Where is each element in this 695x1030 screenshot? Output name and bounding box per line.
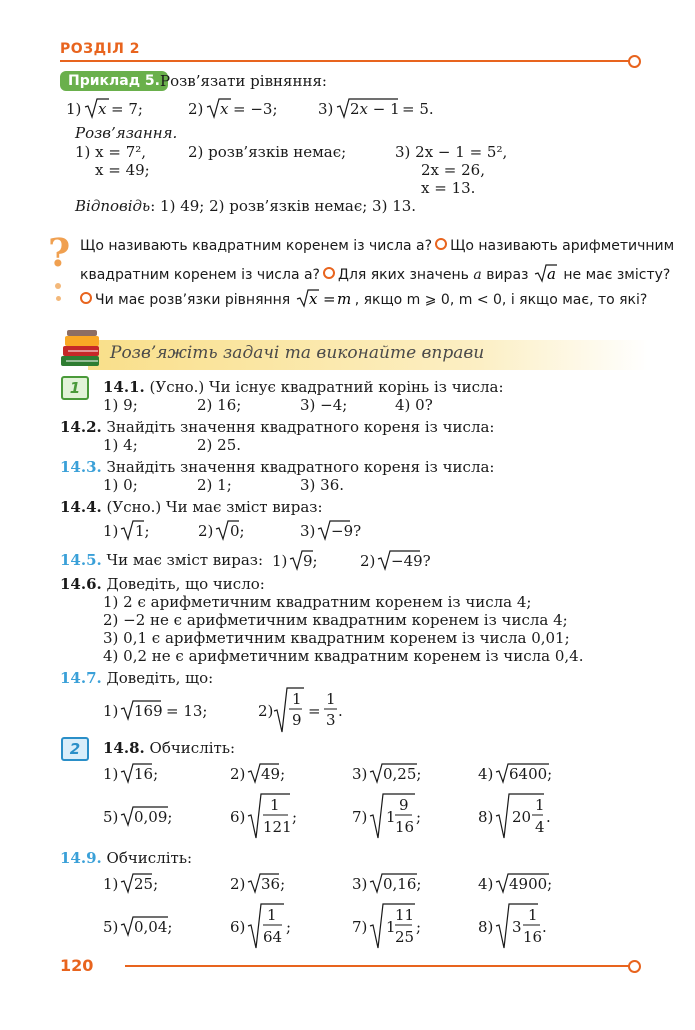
svg-text:1): 1) bbox=[66, 100, 82, 118]
svg-text:1: 1 bbox=[270, 796, 280, 814]
exercise-item: 1) 4; bbox=[103, 436, 138, 454]
svg-text:49;: 49; bbox=[261, 765, 286, 783]
svg-text:25: 25 bbox=[395, 928, 415, 946]
header-rule bbox=[60, 60, 630, 62]
question-line-1 bbox=[80, 238, 674, 254]
solution-3b: 2x = 26, bbox=[421, 161, 485, 179]
exercise-item: 1) 0; bbox=[103, 476, 138, 494]
svg-text:5): 5) bbox=[103, 808, 119, 826]
exercise-14-9-items bbox=[98, 868, 578, 960]
svg-text:8): 8) bbox=[478, 918, 494, 936]
svg-text:121: 121 bbox=[263, 818, 292, 836]
svg-text:20: 20 bbox=[512, 808, 532, 826]
exercise-text: Чи має зміст вираз: bbox=[106, 551, 264, 569]
question-3c: не має змісту? bbox=[563, 267, 671, 283]
svg-text:= 5.: = 5. bbox=[402, 100, 434, 118]
svg-text:.: . bbox=[542, 918, 547, 936]
svg-text:16: 16 bbox=[523, 928, 543, 946]
exercise-item: 1) 9; bbox=[103, 396, 138, 414]
exercise-14-1 bbox=[103, 378, 504, 396]
exercise-item: 2) 25. bbox=[197, 436, 242, 454]
example-badge: Приклад 5. bbox=[60, 71, 168, 91]
svg-text:=: = bbox=[308, 702, 321, 720]
svg-text:=: = bbox=[322, 290, 336, 308]
section-title: РОЗДІЛ 2 bbox=[60, 41, 141, 57]
decor-dot bbox=[55, 283, 61, 289]
question-2b: квадратним коренем із числа a? bbox=[80, 267, 320, 283]
solution-3a: 3) 2x − 1 = 5², bbox=[395, 143, 508, 161]
exercise-number: 14.2. bbox=[60, 418, 102, 436]
question-1: Що називають квадратним коренем із числа a? bbox=[80, 238, 433, 254]
svg-text:8): 8) bbox=[478, 808, 494, 826]
svg-text:6): 6) bbox=[230, 918, 246, 936]
svg-text:36;: 36; bbox=[261, 875, 286, 893]
svg-text:4): 4) bbox=[478, 875, 494, 893]
svg-text:3: 3 bbox=[512, 918, 522, 936]
bullet-circle-icon bbox=[435, 238, 447, 250]
exercise-item: 3) −4; bbox=[300, 396, 348, 414]
exercise-text: Доведіть, що число: bbox=[106, 575, 265, 593]
svg-text:1: 1 bbox=[386, 808, 396, 826]
exercise-text: Знайдіть значення квадратного кореня із числа: bbox=[106, 458, 495, 476]
exercise-14-5-items bbox=[270, 547, 440, 573]
svg-text:2): 2) bbox=[198, 522, 214, 540]
exercise-number: 14.9. bbox=[60, 849, 102, 867]
header-rule-end bbox=[628, 55, 641, 68]
svg-text:2): 2) bbox=[360, 552, 376, 570]
svg-text:3: 3 bbox=[326, 711, 336, 729]
svg-text:1): 1) bbox=[103, 522, 119, 540]
svg-text:4): 4) bbox=[478, 765, 494, 783]
svg-text:= −3;: = −3; bbox=[233, 100, 278, 118]
question-3a: Для яких значень bbox=[338, 267, 469, 283]
footer-rule-end bbox=[628, 960, 641, 973]
svg-text:9: 9 bbox=[292, 711, 302, 729]
exercise-item: 1) 2 є арифметичним квадратним коренем із числа 4; bbox=[103, 593, 532, 611]
svg-text:3): 3) bbox=[352, 875, 368, 893]
exercise-number: 14.8. bbox=[103, 739, 145, 757]
solution-label: Розв’язання. bbox=[75, 124, 178, 142]
exercise-item: 2) 16; bbox=[197, 396, 242, 414]
question-2a: Що називають арифметичним bbox=[450, 238, 675, 254]
exercise-14-5 bbox=[60, 551, 263, 569]
svg-text:.: . bbox=[546, 808, 551, 826]
exercise-14-9 bbox=[60, 849, 192, 867]
svg-text:0,09;: 0,09; bbox=[134, 808, 173, 826]
answer-label: Відповідь bbox=[75, 197, 151, 215]
svg-text:4900;: 4900; bbox=[509, 875, 553, 893]
svg-text:11: 11 bbox=[395, 906, 415, 924]
sqrt-a-expr bbox=[533, 263, 559, 283]
question-mark-icon bbox=[46, 232, 76, 280]
exercise-text: Доведіть, що: bbox=[106, 669, 214, 687]
exercise-14-2 bbox=[60, 418, 494, 436]
svg-text:1: 1 bbox=[528, 906, 538, 924]
svg-text:1;: 1; bbox=[135, 522, 150, 540]
svg-text:5): 5) bbox=[103, 918, 119, 936]
exercise-14-4 bbox=[60, 498, 323, 516]
exercise-text: Обчисліть: bbox=[149, 739, 236, 757]
level-2-icon: 2 bbox=[61, 737, 89, 761]
question-4b: , якщо m ⩾ 0, m < 0, і якщо має, то які? bbox=[354, 292, 648, 308]
exercise-item: 2) −2 не є арифметичним квадратним коренем із числа 4; bbox=[103, 611, 568, 629]
exercise-text: Обчисліть: bbox=[106, 849, 193, 867]
solution-3c: x = 13. bbox=[421, 179, 476, 197]
exercise-number: 14.5. bbox=[60, 551, 102, 569]
solution-1b: x = 49; bbox=[95, 161, 150, 179]
solution-2: 2) розв’язків немає; bbox=[188, 143, 347, 161]
svg-text:1: 1 bbox=[535, 796, 545, 814]
question-4a: Чи має розв’язки рівняння bbox=[95, 292, 291, 308]
exercise-14-8-items bbox=[98, 758, 578, 850]
svg-text:4: 4 bbox=[535, 818, 545, 836]
svg-text:2x − 1: 2x − 1 bbox=[350, 100, 400, 118]
svg-text:1): 1) bbox=[103, 765, 119, 783]
svg-text:;: ; bbox=[416, 808, 422, 826]
svg-text:−9?: −9? bbox=[331, 522, 362, 540]
svg-text:1): 1) bbox=[103, 875, 119, 893]
svg-text:3): 3) bbox=[318, 100, 334, 118]
svg-text:2): 2) bbox=[188, 100, 204, 118]
svg-text:0,04;: 0,04; bbox=[134, 918, 173, 936]
svg-text:0,16;: 0,16; bbox=[383, 875, 422, 893]
svg-text:9;: 9; bbox=[303, 552, 318, 570]
exercise-14-3 bbox=[60, 458, 494, 476]
exercise-item: 4) 0? bbox=[395, 396, 433, 414]
exercise-14-7 bbox=[60, 669, 213, 687]
svg-text:;: ; bbox=[416, 918, 422, 936]
svg-text:2): 2) bbox=[230, 875, 246, 893]
svg-text:m: m bbox=[336, 290, 351, 308]
svg-text:−49?: −49? bbox=[391, 552, 431, 570]
footer-rule bbox=[125, 965, 630, 967]
bullet-circle-icon bbox=[323, 267, 335, 279]
svg-text:.: . bbox=[338, 702, 343, 720]
exercise-14-7-items bbox=[98, 686, 358, 734]
answer-line bbox=[75, 197, 416, 215]
svg-text:0,25;: 0,25; bbox=[383, 765, 422, 783]
exercise-14-8 bbox=[103, 739, 235, 757]
svg-text:x: x bbox=[308, 290, 318, 308]
svg-text:1: 1 bbox=[292, 690, 302, 708]
svg-text:7): 7) bbox=[352, 918, 368, 936]
exercise-item: 2) 1; bbox=[197, 476, 232, 494]
svg-text:16;: 16; bbox=[134, 765, 159, 783]
svg-text:?: ? bbox=[48, 232, 71, 275]
svg-text:0;: 0; bbox=[230, 522, 245, 540]
level-1-icon: 1 bbox=[61, 376, 89, 400]
books-icon bbox=[58, 328, 104, 370]
question-line-2: квадратним коренем із числа a? Для яких значень a вираз a не має змісту? bbox=[80, 265, 671, 283]
svg-text:2): 2) bbox=[230, 765, 246, 783]
svg-text:1): 1) bbox=[272, 552, 288, 570]
exercise-number: 14.4. bbox=[60, 498, 102, 516]
svg-text:= 13;: = 13; bbox=[166, 702, 208, 720]
svg-text:;: ; bbox=[292, 808, 298, 826]
exercises-banner-title: Розв’яжіть задачі та виконайте вправи bbox=[110, 343, 485, 363]
svg-text:16: 16 bbox=[395, 818, 415, 836]
svg-text:2): 2) bbox=[258, 702, 274, 720]
decor-dot bbox=[56, 296, 61, 301]
exercise-number: 14.1. bbox=[103, 378, 145, 396]
svg-text:1: 1 bbox=[267, 906, 277, 924]
svg-text:x: x bbox=[220, 100, 229, 118]
svg-text:x: x bbox=[98, 100, 107, 118]
example-title: Розв’язати рівняння: bbox=[160, 72, 327, 90]
svg-text:3): 3) bbox=[352, 765, 368, 783]
svg-text:7): 7) bbox=[352, 808, 368, 826]
svg-text:a: a bbox=[546, 265, 556, 283]
svg-text:169: 169 bbox=[134, 702, 163, 720]
svg-text:;: ; bbox=[286, 918, 292, 936]
svg-text:3): 3) bbox=[300, 522, 316, 540]
question-3b: вираз bbox=[486, 267, 529, 283]
svg-text:1: 1 bbox=[386, 918, 396, 936]
svg-text:1): 1) bbox=[103, 702, 119, 720]
exercise-14-6 bbox=[60, 575, 265, 593]
solution-1a: 1) x = 7², bbox=[75, 143, 147, 161]
answer-text: : 1) 49; 2) розв’язків немає; 3) 13. bbox=[150, 197, 417, 215]
svg-text:6): 6) bbox=[230, 808, 246, 826]
exercise-item: 3) 36. bbox=[300, 476, 345, 494]
svg-text:64: 64 bbox=[263, 928, 283, 946]
exercise-14-4-items bbox=[98, 517, 398, 543]
exercise-text: (Усно.) Чи має зміст вираз: bbox=[106, 498, 323, 516]
exercise-item: 4) 0,2 не є арифметичним квадратним коренем із числа 0,4. bbox=[103, 647, 584, 665]
page-number: 120 bbox=[60, 956, 94, 975]
svg-text:6400;: 6400; bbox=[509, 765, 553, 783]
exercise-text: Знайдіть значення квадратного кореня із числа: bbox=[106, 418, 495, 436]
bullet-circle-icon bbox=[80, 292, 92, 304]
exercise-number: 14.3. bbox=[60, 458, 102, 476]
example-equations bbox=[58, 95, 478, 121]
sqrt-x-equals-m bbox=[295, 288, 355, 308]
exercise-number: 14.6. bbox=[60, 575, 102, 593]
exercise-item: 3) 0,1 є арифметичним квадратним коренем із числа 0,01; bbox=[103, 629, 570, 647]
svg-text:1: 1 bbox=[326, 690, 336, 708]
svg-text:= 7;: = 7; bbox=[111, 100, 143, 118]
question-line-3 bbox=[80, 288, 647, 308]
svg-text:25;: 25; bbox=[134, 875, 159, 893]
exercise-number: 14.7. bbox=[60, 669, 102, 687]
svg-text:9: 9 bbox=[399, 796, 409, 814]
exercise-text: (Усно.) Чи існує квадратний корінь із числа: bbox=[149, 378, 504, 396]
